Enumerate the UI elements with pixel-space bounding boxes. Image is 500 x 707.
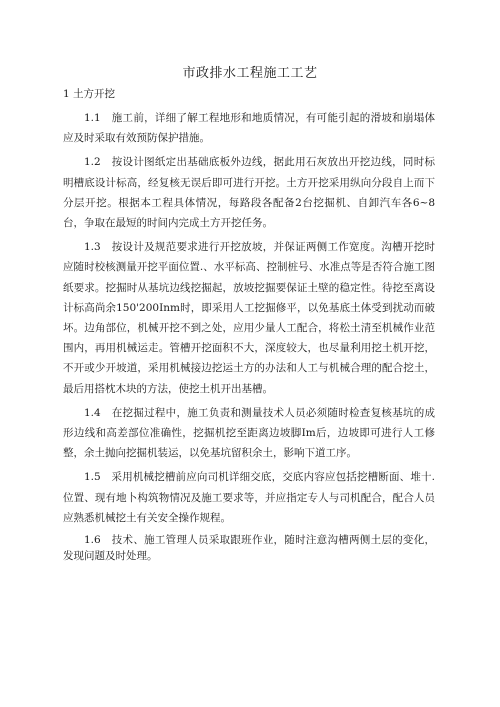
paragraph-1-1: 1.1 施工前，详细了解工程地形和地质情况，有可能引起的滑坡和崩塌体应及时采取有效预防保护措施。 xyxy=(63,112,435,145)
paragraph-1-3: 1.3 按设计及规范要求进行开挖放坡，并保证两侧工作宽度。沟槽开挖时应随时校核测量开挖平面位置.、水平标高、控制桩号、水准点等是否符合施工图纸要求。挖掘时从基坑边线挖掘起，放坡挖掘要保证土壁的稳定性。待挖至离设计标高尚余150'200Inm时，即采用人工挖掘修平，以免基底土体受到扰动而破坏。边角部位，机械开挖不到之处，应用少量人工配合，将松土清至机械作业范围内，再用机械运走。管槽开挖面积不大，深度较大，也尽量利用挖土机开挖，不开或少开坡道，采用机械接边挖运土方的办法和人工与机械合理的配合挖土，最后用搭枕木块的方法，使挖土机开出基槽。 xyxy=(63,241,435,395)
paragraph-1-6: 1.6 技术、施工管理人员采取跟班作业，随时注意沟槽两侧土层的变化，发现问题及时处理。 xyxy=(63,534,435,563)
paragraph-1-4: 1.4 在挖掘过程中，施工负责和测量技术人员必须随时检查复核基坑的成形边线和高差部位准确性，挖掘机挖至距离边坡脚Im后，边坡即可进行人工修整，余土抛向挖掘机装运，以免基坑留积余土，影响下道工序。 xyxy=(63,406,435,460)
section-heading: 1 土方开挖 xyxy=(63,88,116,100)
document-title: 市政排水工程施工工艺 xyxy=(182,66,318,81)
paragraph-1-5: 1.5 采用机械挖槽前应向司机详细交底，交底内容应包括挖槽断面、堆十.位置、现有地卜构筑物情况及施工要求等，并应指定专人与司机配合，配合人员应熟悉机械挖土有关安全操作规程。 xyxy=(63,471,435,524)
paragraph-1-2: 1.2 按设计图纸定出基础底板外边线，据此用石灰放出开挖边线，同时标明槽底设计标高，经复核无误后即可进行开挖。土方开挖采用纵向分段自上而下分层开挖。根据本工程具体情况，每路段各配备2台挖掘机、自卸汽车各6~8台，争取在最短的时间内完成土方开挖任务。 xyxy=(63,156,435,230)
document-body xyxy=(63,84,435,568)
